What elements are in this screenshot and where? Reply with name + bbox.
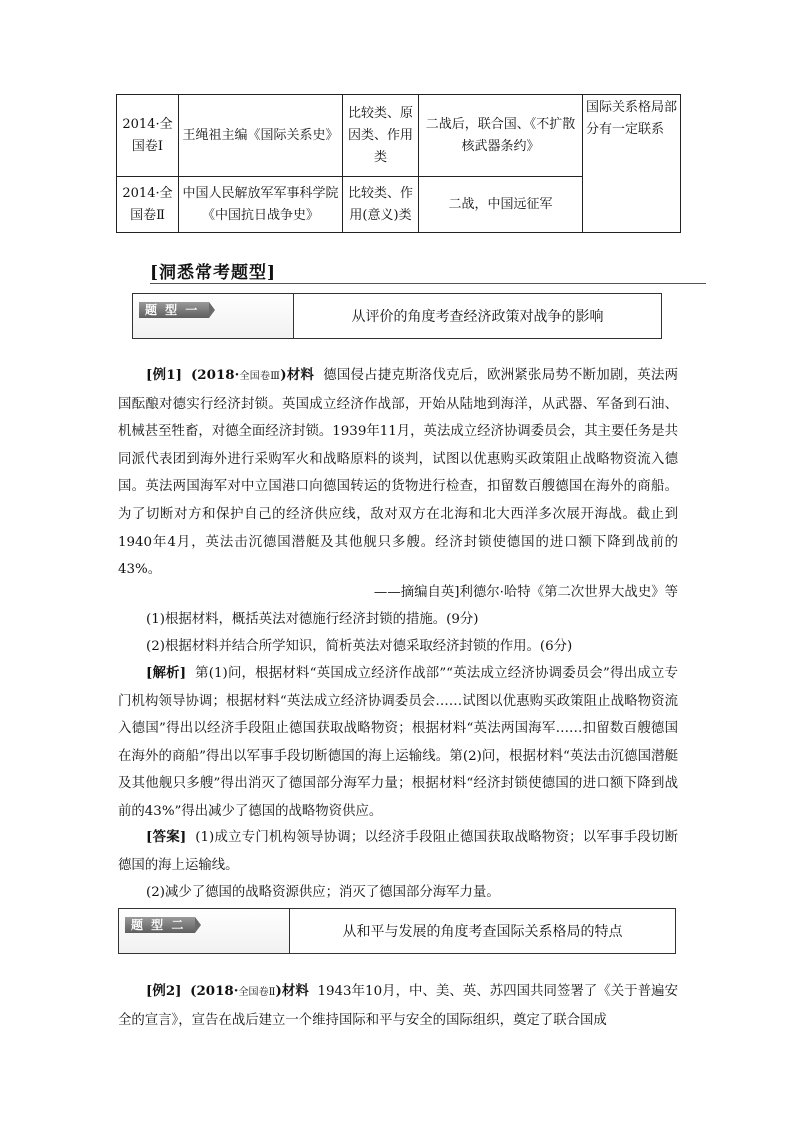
example-source-open: (2018· (190, 367, 240, 383)
table-row (117, 95, 681, 177)
example-source-close: )材料 (275, 983, 309, 999)
section-divider (150, 283, 706, 284)
example-label: [例1] (146, 367, 182, 383)
type-title: 从评价的角度考查经济政策对战争的影响 (351, 309, 604, 325)
table-cell-source: 中国人民解放军军事科学院《中国抗日战争史》 (179, 177, 343, 233)
question-1: (1)根据材料，概括英法对德施行经济封锁的措施。(9分) (146, 612, 479, 627)
question-type-box-1 (132, 293, 662, 339)
type-label-cell (119, 909, 290, 953)
exam-table (116, 94, 681, 233)
type-label-cell (133, 294, 294, 338)
analysis-text: 第(1)问，根据材料“英国成立经济作战部”“英法成立经济协调委员会”得出成立专门机构领导协调；根据材料“英法成立经济协调委员会……试图以优惠购买政策阻止战略物资流入德国”得出以经济手段阻止德国获取战略物资；根据材料“英法两国海军……扣留数百艘德国在海外的商船”得出以军事手段切断德国的海上运输线。第(2)问，根据材料“英法击沉德国潜艇及其他舰只多艘”得出消灭了德国部分海军力量；根据材料“经济封锁使德国的进口额下降到战前的43%”得出减少了德国的战略物资供应。 (118, 666, 678, 819)
table-cell-type: 比较类、原因类、作用类 (343, 95, 419, 177)
analysis-label: [解析] (146, 665, 187, 681)
citation: ——摘编自英]利德尔·哈特《第二次世界大战史》等 (373, 585, 678, 600)
table-cell-type: 比较类、作用(意义)类 (343, 177, 419, 233)
answer (118, 824, 678, 879)
example-2-material (118, 978, 678, 1034)
analysis (118, 660, 678, 826)
table-cell-exam: 2014·全国卷Ⅱ (117, 177, 179, 233)
table-cell-source: 王绳祖主编《国际关系史》 (179, 95, 343, 177)
question-type-box-2 (118, 908, 676, 954)
example-1-material (118, 362, 678, 584)
answer-label: [答案] (146, 829, 187, 845)
table-cell-content: 二战后，联合国、《不扩散核武器条约》 (419, 95, 583, 177)
type-title: 从和平与发展的角度考查国际关系格局的特点 (342, 924, 623, 940)
example-label: [例2] (146, 983, 182, 999)
section-title: [洞悉常考题型] (150, 263, 277, 283)
type-badge: 题 型 一 (139, 302, 209, 318)
table-cell-exam: 2014·全国卷Ⅰ (117, 95, 179, 177)
material-text: 1943年10月，中、美、英、苏四国共同签署了《关于普遍安全的宣言》，宣告在战后建立一个维持国际和平与安全的国际组织，奠定了联合国成 (118, 984, 678, 1028)
table-cell-content: 二战，中国远征军 (419, 177, 583, 233)
answer-2: (2)减少了德国的战略资源供应；消灭了德国部分海军力量。 (146, 885, 500, 900)
question-2: (2)根据材料并结合所学知识，简析英法对德采取经济封锁的作用。(6分) (146, 639, 573, 654)
table-cell-merged: 国际关系格局部分有一定联系 (583, 95, 681, 233)
example-source-open: (2018· (190, 983, 239, 999)
example-source-small: 全国卷Ⅲ (239, 371, 281, 382)
material-text: 德国侵占捷克斯洛伐克后，欧洲紧张局势不断加剧，英法两国酝酿对德实行经济封锁。英国成立经济作战部，开始从陆地到海洋，从武器、军备到石油、机械甚至牲畜，对德全面经济封锁。1939年11月，英法成立经济协调委员会，其主要任务是共同派代表团到海外进行采购军火和战略原料的谈判，试图以优惠购买政策阻止战略物资流入德国。英法两国海军对中立国港口向德国转运的货物进行检查，扣留数百艘德国在海外的商船。为了切断对方和保护自己的经济供应线，敌对双方在北海和北大西洋多次展开海战。截止到1940年4月，英法击沉德国潜艇及其他舰只多艘。经济封锁使德国的进口额下降到战前的43%。 (118, 368, 678, 578)
example-source-small: 全国卷Ⅱ (238, 987, 276, 998)
answer-1: (1)成立专门机构领导协调；以经济手段阻止德国获取战略物资；以军事手段切断德国的海上运输线。 (118, 830, 679, 873)
example-source-close: )材料 (280, 367, 315, 383)
type-badge: 题 型 二 (125, 917, 195, 933)
